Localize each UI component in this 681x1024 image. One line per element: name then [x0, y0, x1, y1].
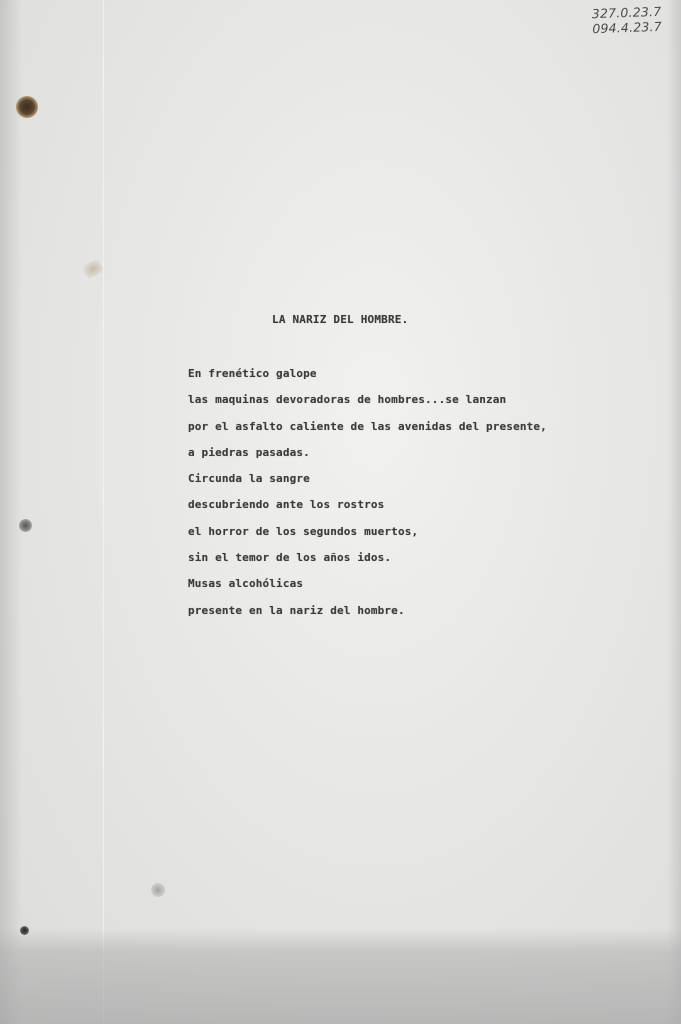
- ink-smudge: [151, 883, 165, 897]
- poem-line: Circunda la sangre: [188, 472, 310, 486]
- left-edge-shadow: [0, 0, 22, 1024]
- reference-code: 094.4.23.7: [592, 18, 663, 37]
- poem-line: descubriendo ante los rostros: [188, 498, 385, 512]
- poem-line: En frenético galope: [188, 367, 317, 380]
- punch-hole-icon: [20, 926, 29, 935]
- poem-line: presente en la nariz del hombre.: [188, 603, 405, 617]
- poem-line: el horror de los segundos muertos,: [188, 524, 419, 538]
- poem-line: por el asfalto caliente de las avenidas del presente,: [188, 419, 547, 433]
- poem-title: LA NARIZ DEL HOMBRE.: [272, 313, 409, 326]
- right-edge-shadow: [667, 0, 681, 1024]
- poem-line: a piedras pasadas.: [188, 445, 310, 459]
- lower-shadow-band: [0, 928, 681, 1024]
- paper-crease: [103, 0, 104, 1024]
- poem-line: sin el temor de los años idos.: [188, 551, 392, 565]
- poem-body: [188, 364, 547, 627]
- paper-stain: [82, 258, 105, 279]
- punch-hole-icon: [19, 519, 32, 532]
- poem-line: Musas alcohólicas: [188, 577, 304, 591]
- punch-hole-icon: [16, 96, 38, 118]
- archive-reference-codes: [591, 4, 662, 36]
- poem-line: las maquinas devoradoras de hombres...se lanzan: [188, 393, 507, 407]
- reference-code: 327.0.23.7: [591, 3, 662, 22]
